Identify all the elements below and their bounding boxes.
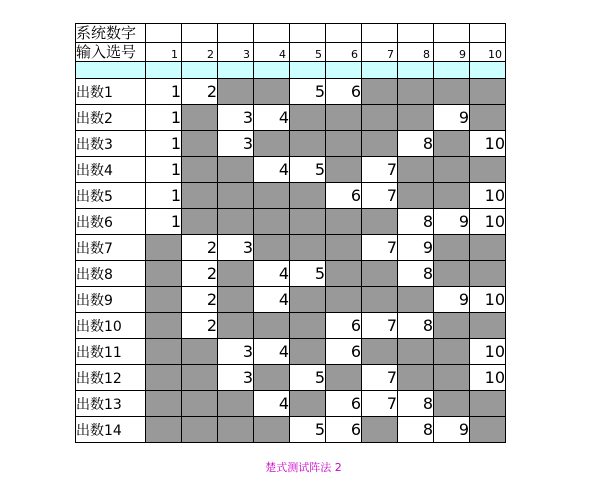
number-cell[interactable]: 7 (362, 313, 398, 339)
empty-cell[interactable] (398, 105, 434, 131)
number-cell[interactable]: 1 (146, 209, 182, 235)
column-number-header: 1 (146, 43, 182, 62)
empty-cell[interactable] (218, 313, 254, 339)
row-label: 出数3 (76, 131, 146, 157)
number-cell[interactable]: 6 (326, 183, 362, 209)
empty-cell[interactable] (326, 209, 362, 235)
column-number-header: 4 (254, 43, 290, 62)
table-row (76, 287, 506, 313)
row-label: 出数1 (76, 79, 146, 105)
empty-cell[interactable] (434, 131, 470, 157)
number-cell[interactable]: 6 (326, 391, 362, 417)
empty-cell[interactable] (182, 391, 218, 417)
input-band-cell[interactable] (362, 62, 398, 79)
empty-cell[interactable] (254, 209, 290, 235)
number-cell[interactable]: 10 (470, 365, 506, 391)
empty-cell[interactable] (290, 313, 326, 339)
number-cell[interactable]: 3 (218, 365, 254, 391)
table-row (76, 183, 506, 209)
table-row (76, 365, 506, 391)
empty-cell[interactable] (254, 183, 290, 209)
empty-cell[interactable] (326, 365, 362, 391)
row-label: 出数2 (76, 105, 146, 131)
input-selection-row (76, 43, 506, 62)
number-cell[interactable]: 8 (398, 313, 434, 339)
empty-cell[interactable] (362, 417, 398, 443)
empty-cell[interactable] (434, 391, 470, 417)
table-row (76, 313, 506, 339)
empty-cell[interactable] (434, 365, 470, 391)
empty-cell[interactable] (290, 391, 326, 417)
empty-cell[interactable] (218, 157, 254, 183)
number-cell[interactable]: 3 (218, 339, 254, 365)
empty-cell[interactable] (290, 287, 326, 313)
empty-cell[interactable] (398, 79, 434, 105)
column-number-header: 5 (290, 43, 326, 62)
number-cell[interactable]: 1 (146, 79, 182, 105)
empty-cell[interactable] (434, 339, 470, 365)
empty-cell[interactable] (470, 391, 506, 417)
empty-cell[interactable] (362, 105, 398, 131)
number-cell[interactable]: 6 (326, 79, 362, 105)
empty-cell[interactable] (470, 79, 506, 105)
empty-cell[interactable] (146, 365, 182, 391)
input-band-cell[interactable] (146, 62, 182, 79)
number-cell[interactable]: 4 (254, 157, 290, 183)
number-cell[interactable]: 1 (146, 183, 182, 209)
empty-cell[interactable] (398, 183, 434, 209)
empty-cell[interactable] (146, 313, 182, 339)
number-cell[interactable]: 4 (254, 339, 290, 365)
column-number-header: 7 (362, 43, 398, 62)
empty-cell[interactable] (254, 131, 290, 157)
caption: 楚式测试阵法 2 (265, 461, 342, 474)
number-cell[interactable]: 9 (434, 105, 470, 131)
system-number-cell[interactable] (146, 24, 182, 43)
system-number-cell[interactable] (470, 24, 506, 43)
empty-cell[interactable] (290, 105, 326, 131)
column-number-header: 9 (434, 43, 470, 62)
table-row (76, 105, 506, 131)
empty-cell[interactable] (146, 261, 182, 287)
row-label: 出数4 (76, 157, 146, 183)
number-cell[interactable]: 9 (434, 417, 470, 443)
number-cell[interactable]: 5 (290, 365, 326, 391)
system-number-cell[interactable] (290, 24, 326, 43)
column-number-header: 2 (182, 43, 218, 62)
input-band-cell[interactable] (218, 62, 254, 79)
system-number-cell[interactable] (218, 24, 254, 43)
number-cell[interactable]: 7 (362, 235, 398, 261)
lottery-grid (75, 23, 506, 443)
empty-cell[interactable] (326, 157, 362, 183)
empty-cell[interactable] (470, 235, 506, 261)
empty-cell[interactable] (470, 105, 506, 131)
empty-cell[interactable] (254, 235, 290, 261)
row-label: 出数11 (76, 339, 146, 365)
number-cell[interactable]: 9 (434, 287, 470, 313)
empty-cell[interactable] (434, 261, 470, 287)
input-band-cell[interactable] (470, 62, 506, 79)
empty-cell[interactable] (326, 235, 362, 261)
row-label: 出数6 (76, 209, 146, 235)
number-cell[interactable]: 8 (398, 209, 434, 235)
number-cell[interactable]: 4 (254, 105, 290, 131)
column-number-header: 6 (326, 43, 362, 62)
table-row (76, 131, 506, 157)
empty-cell[interactable] (218, 417, 254, 443)
number-cell[interactable]: 7 (362, 183, 398, 209)
number-cell[interactable]: 2 (182, 261, 218, 287)
empty-cell[interactable] (326, 287, 362, 313)
empty-cell[interactable] (290, 131, 326, 157)
table-row (76, 417, 506, 443)
row-label: 出数10 (76, 313, 146, 339)
empty-cell[interactable] (434, 235, 470, 261)
number-cell[interactable]: 6 (326, 339, 362, 365)
empty-cell[interactable] (218, 183, 254, 209)
empty-cell[interactable] (290, 183, 326, 209)
number-cell[interactable]: 5 (290, 79, 326, 105)
empty-cell[interactable] (218, 261, 254, 287)
empty-cell[interactable] (182, 209, 218, 235)
column-number-header: 10 (470, 43, 506, 62)
input-selection-label: 输入选号 (76, 43, 146, 62)
empty-cell[interactable] (182, 131, 218, 157)
empty-cell[interactable] (218, 209, 254, 235)
empty-cell[interactable] (218, 79, 254, 105)
empty-cell[interactable] (254, 365, 290, 391)
input-band-cell[interactable] (398, 62, 434, 79)
empty-cell[interactable] (182, 105, 218, 131)
input-band-cell[interactable] (182, 62, 218, 79)
empty-cell[interactable] (146, 339, 182, 365)
row-label: 出数7 (76, 235, 146, 261)
number-cell[interactable]: 10 (470, 287, 506, 313)
empty-cell[interactable] (434, 157, 470, 183)
system-number-cell[interactable] (326, 24, 362, 43)
number-cell[interactable]: 3 (218, 235, 254, 261)
empty-cell[interactable] (182, 365, 218, 391)
number-cell[interactable]: 5 (290, 261, 326, 287)
number-cell[interactable]: 5 (290, 157, 326, 183)
input-band-row (76, 62, 506, 79)
empty-cell[interactable] (362, 287, 398, 313)
empty-cell[interactable] (434, 313, 470, 339)
empty-cell[interactable] (182, 183, 218, 209)
table-row (76, 157, 506, 183)
empty-cell[interactable] (470, 261, 506, 287)
system-number-label: 系统数字 (76, 24, 146, 43)
empty-cell[interactable] (146, 235, 182, 261)
empty-cell[interactable] (434, 79, 470, 105)
number-cell[interactable]: 10 (470, 209, 506, 235)
empty-cell[interactable] (146, 417, 182, 443)
empty-cell[interactable] (326, 131, 362, 157)
number-cell[interactable]: 6 (326, 313, 362, 339)
empty-cell[interactable] (470, 313, 506, 339)
empty-cell[interactable] (398, 157, 434, 183)
empty-cell[interactable] (398, 339, 434, 365)
number-cell[interactable]: 5 (290, 417, 326, 443)
empty-cell[interactable] (326, 105, 362, 131)
row-label: 出数14 (76, 417, 146, 443)
input-band-cell[interactable] (290, 62, 326, 79)
number-cell[interactable]: 10 (470, 183, 506, 209)
table-row (76, 391, 506, 417)
empty-cell[interactable] (182, 339, 218, 365)
empty-cell[interactable] (290, 339, 326, 365)
input-band-cell[interactable] (434, 62, 470, 79)
empty-cell[interactable] (362, 339, 398, 365)
empty-cell[interactable] (470, 157, 506, 183)
empty-cell[interactable] (398, 287, 434, 313)
column-number-header: 3 (218, 43, 254, 62)
row-label: 出数5 (76, 183, 146, 209)
number-cell[interactable]: 8 (398, 261, 434, 287)
empty-cell[interactable] (398, 365, 434, 391)
row-label: 出数8 (76, 261, 146, 287)
empty-cell[interactable] (290, 235, 326, 261)
empty-cell[interactable] (218, 287, 254, 313)
number-cell[interactable]: 2 (182, 287, 218, 313)
empty-cell[interactable] (362, 261, 398, 287)
empty-cell[interactable] (182, 417, 218, 443)
number-cell[interactable]: 4 (254, 287, 290, 313)
number-cell[interactable]: 9 (398, 235, 434, 261)
number-cell[interactable]: 2 (182, 313, 218, 339)
system-number-cell[interactable] (254, 24, 290, 43)
number-cell[interactable]: 1 (146, 131, 182, 157)
empty-cell[interactable] (182, 157, 218, 183)
number-cell[interactable]: 10 (470, 339, 506, 365)
empty-cell[interactable] (254, 79, 290, 105)
column-number-header: 8 (398, 43, 434, 62)
number-cell[interactable]: 1 (146, 105, 182, 131)
number-cell[interactable]: 7 (362, 391, 398, 417)
table-row (76, 339, 506, 365)
empty-cell[interactable] (362, 131, 398, 157)
empty-cell[interactable] (434, 183, 470, 209)
number-cell[interactable]: 4 (254, 391, 290, 417)
table-row (76, 209, 506, 235)
number-cell[interactable]: 2 (182, 235, 218, 261)
number-cell[interactable]: 8 (398, 391, 434, 417)
system-number-cell[interactable] (182, 24, 218, 43)
system-number-cell[interactable] (434, 24, 470, 43)
empty-cell[interactable] (254, 417, 290, 443)
number-cell[interactable]: 3 (218, 131, 254, 157)
row-label: 出数12 (76, 365, 146, 391)
input-band-cell[interactable] (326, 62, 362, 79)
number-cell[interactable]: 4 (254, 261, 290, 287)
number-cell[interactable]: 2 (182, 79, 218, 105)
system-number-cell[interactable] (398, 24, 434, 43)
input-band-cell[interactable] (76, 62, 146, 79)
empty-cell[interactable] (146, 287, 182, 313)
system-number-row (76, 24, 506, 43)
number-cell[interactable]: 1 (146, 157, 182, 183)
table-row (76, 235, 506, 261)
number-cell[interactable]: 8 (398, 131, 434, 157)
empty-cell[interactable] (218, 391, 254, 417)
empty-cell[interactable] (362, 209, 398, 235)
number-cell[interactable]: 10 (470, 131, 506, 157)
empty-cell[interactable] (362, 79, 398, 105)
row-label: 出数9 (76, 287, 146, 313)
empty-cell[interactable] (470, 417, 506, 443)
empty-cell[interactable] (290, 209, 326, 235)
system-number-cell[interactable] (362, 24, 398, 43)
empty-cell[interactable] (326, 261, 362, 287)
number-cell[interactable]: 9 (434, 209, 470, 235)
input-band-cell[interactable] (254, 62, 290, 79)
number-cell[interactable]: 3 (218, 105, 254, 131)
number-cell[interactable]: 7 (362, 157, 398, 183)
empty-cell[interactable] (254, 313, 290, 339)
row-label: 出数13 (76, 391, 146, 417)
table-row (76, 261, 506, 287)
empty-cell[interactable] (146, 391, 182, 417)
number-cell[interactable]: 6 (326, 417, 362, 443)
number-cell[interactable]: 8 (398, 417, 434, 443)
number-cell[interactable]: 7 (362, 365, 398, 391)
table-row (76, 79, 506, 105)
